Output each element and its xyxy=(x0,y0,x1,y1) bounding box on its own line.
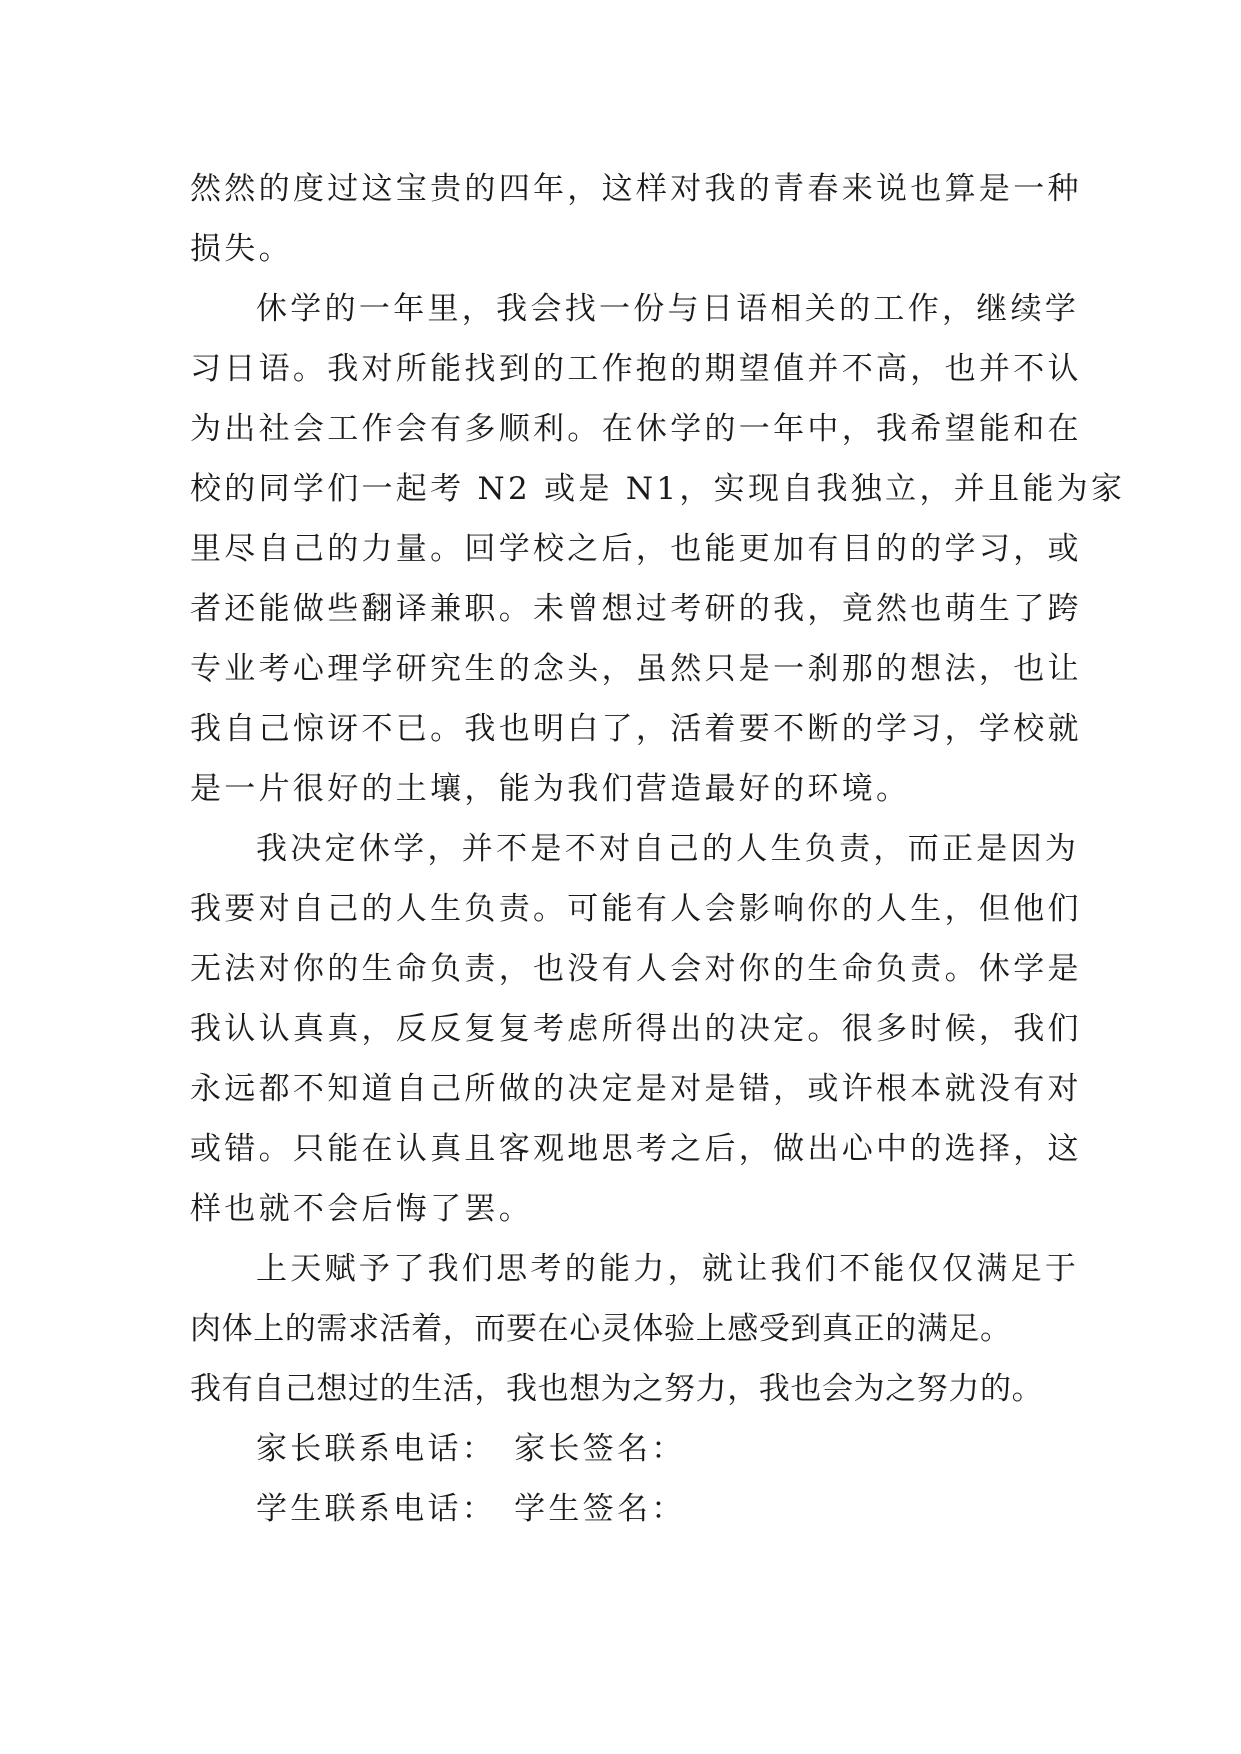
text-line: 习日语。我对所能找到的工作抱的期望值并不高，也并不认 xyxy=(190,351,1082,387)
text-line: 永远都不知道自己所做的决定是对是错，或许根本就没有对 xyxy=(190,1071,1082,1107)
text-line: 为出社会工作会有多顺利。在休学的一年中，我希望能和在 xyxy=(190,411,1082,447)
student-signature-label: 学生签名： xyxy=(514,1491,686,1527)
text-line: 休学的一年里，我会找一份与日语相关的工作，继续学 xyxy=(256,291,1080,327)
text-line: 样也就不会后悔了罢。 xyxy=(190,1191,533,1227)
text-line: 专业考心理学研究生的念头，虽然只是一刹那的想法，也让 xyxy=(190,651,1082,687)
document-body xyxy=(190,159,1126,1539)
paragraph-continued xyxy=(190,159,1082,279)
text-line: 里尽自己的力量。回学校之后，也能更加有目的的学习，或 xyxy=(190,531,1082,567)
text-line: 或错。只能在认真且客观地思考之后，做出心中的选择，这 xyxy=(190,1131,1082,1167)
paragraph-decision xyxy=(190,819,1082,1239)
text-line: 然然的度过这宝贵的四年，这样对我的青春来说也算是一种 xyxy=(190,171,1082,207)
text-line: 我自己惊讶不已。我也明白了，活着要不断的学习，学校就 xyxy=(190,711,1082,747)
student-phone-label: 学生联系电话： xyxy=(256,1491,497,1527)
text-line: 我要对自己的人生负责。可能有人会影响你的人生，但他们 xyxy=(190,891,1082,927)
text-line: 校的同学们一起考 N2 或是 N1，实现自我独立，并且能为家 xyxy=(190,471,1126,507)
signature-block xyxy=(190,1419,1065,1539)
paragraph-conclusion xyxy=(190,1239,1080,1419)
text-line: 肉体上的需求活着，而要在心灵体验上感受到真正的满足。 xyxy=(190,1311,1012,1347)
parent-signature-row xyxy=(190,1419,1065,1479)
text-line: 是一片很好的土壤，能为我们营造最好的环境。 xyxy=(190,771,911,807)
student-signature-row xyxy=(190,1479,1065,1539)
text-line: 我决定休学，并不是不对自己的人生负责，而正是因为 xyxy=(256,831,1080,867)
text-line: 上天赋予了我们思考的能力，就让我们不能仅仅满足于 xyxy=(256,1251,1080,1287)
text-line: 无法对你的生命负责，也没有人会对你的生命负责。休学是 xyxy=(190,951,1082,987)
paragraph-work-plan xyxy=(190,279,1126,819)
text-line: 者还能做些翻译兼职。未曾想过考研的我，竟然也萌生了跨 xyxy=(190,591,1082,627)
text-line: 我有自己想过的生活，我也想为之努力，我也会为之努力的。 xyxy=(190,1371,1044,1407)
text-line: 我认认真真，反反复复考虑所得出的决定。很多时候，我们 xyxy=(190,1011,1082,1047)
parent-signature-label: 家长签名： xyxy=(514,1431,686,1467)
parent-phone-label: 家长联系电话： xyxy=(256,1431,497,1467)
text-line: 损失。 xyxy=(190,231,293,267)
